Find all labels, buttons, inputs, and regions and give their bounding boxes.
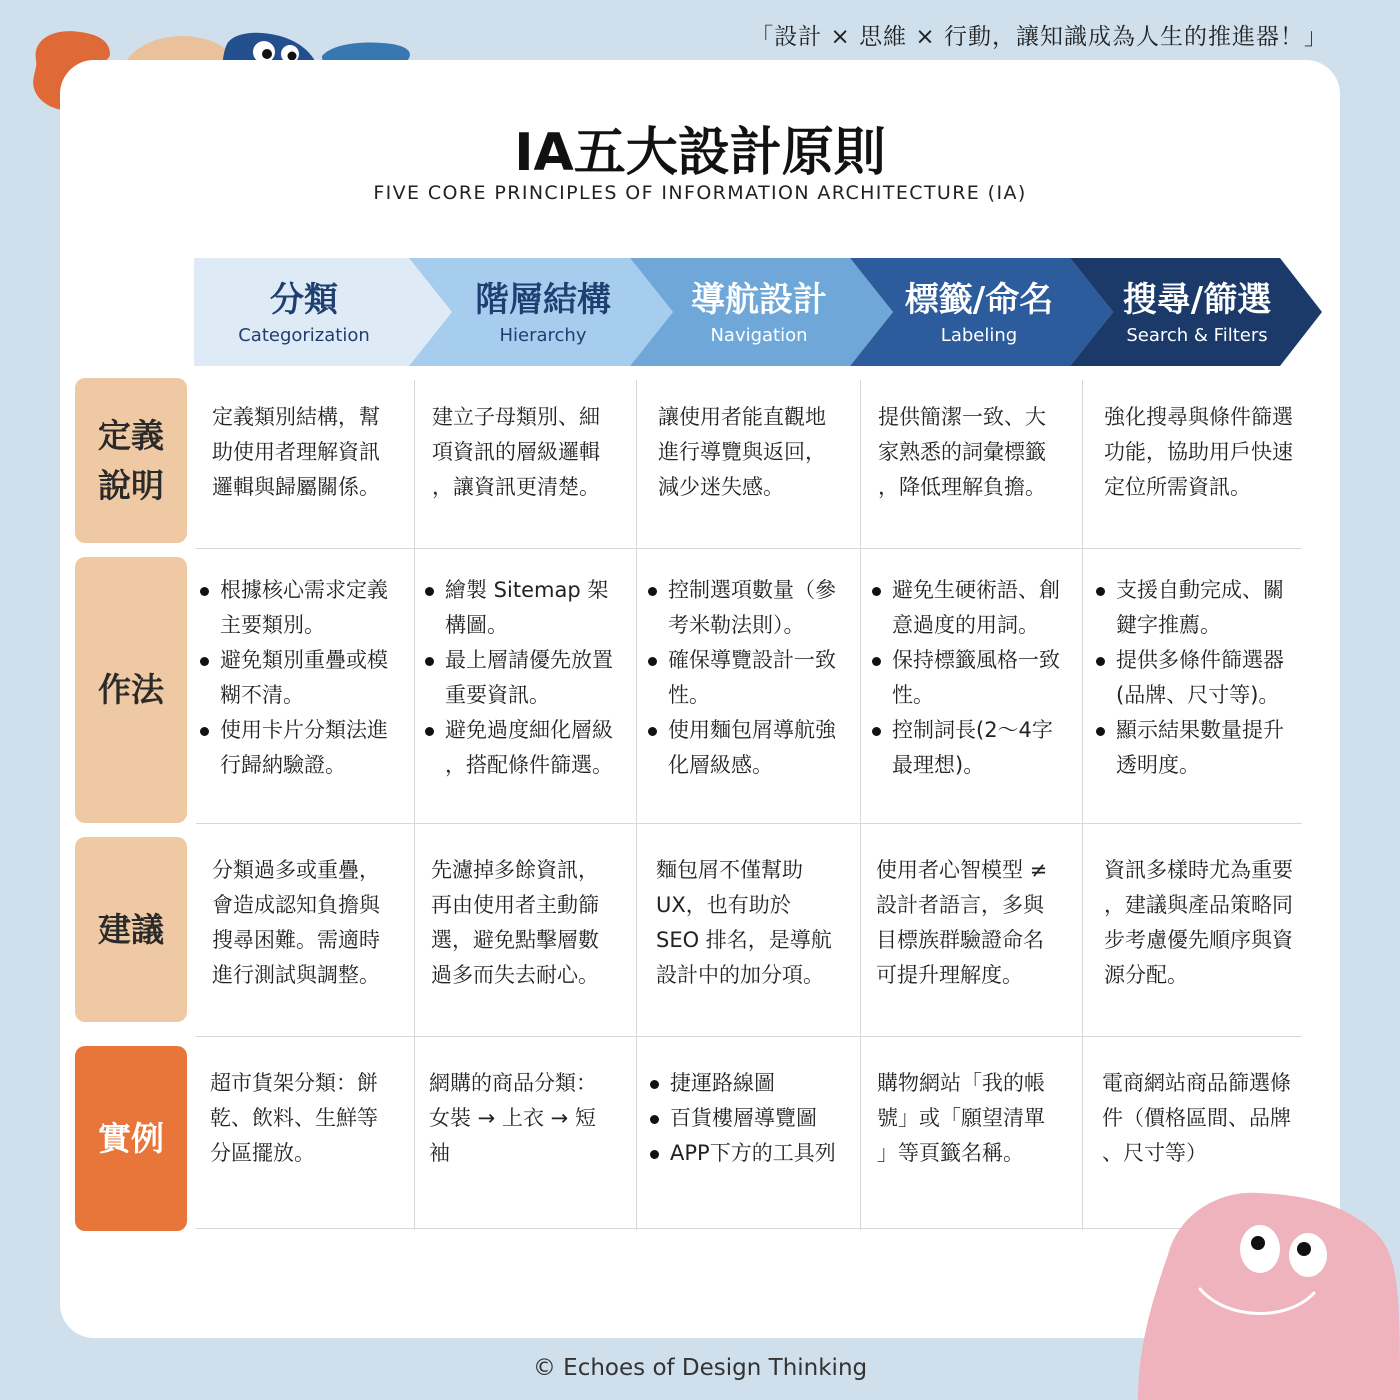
cell-definition-1: 建立子母類別、細 項資訊的層級邏輯 ，讓資訊更清楚。 <box>432 405 600 499</box>
list-item: 控制選項數量（參 考米勒法則）。 <box>646 573 856 643</box>
stage-subtitle: Search & Filters <box>1126 324 1268 346</box>
page-subtitle: FIVE CORE PRINCIPLES OF INFORMATION ARCHITECTURE (IA) <box>373 182 1027 204</box>
list-item: 避免過度細化層級 ，搭配條件篩選。 <box>423 713 631 783</box>
tagline: 「設計 × 思維 × 行動，讓知識成為人生的推進器！」 <box>750 24 1328 50</box>
stage-search-filters <box>1090 258 1304 366</box>
cell-example-3: 購物網站「我的帳 號」或「願望清單 」等頁籤名稱。 <box>877 1071 1045 1165</box>
row-divider <box>196 548 1302 549</box>
principle-stages <box>194 258 1334 368</box>
cell-approach-1 <box>423 573 631 783</box>
stage-subtitle: Labeling <box>940 324 1018 346</box>
bullet-list <box>648 1066 858 1171</box>
row-label-approach: 作法 <box>75 557 187 823</box>
cell-advice-3: 使用者心智模型 ≠ 設計者語言，多與 目標族群驗證命名 可提升理解度。 <box>876 858 1048 987</box>
cell-definition-3: 提供簡潔一致、大 家熟悉的詞彙標籤 ，降低理解負擔。 <box>878 405 1046 499</box>
stage-subtitle: Categorization <box>238 324 370 346</box>
stage-labeling <box>870 258 1088 366</box>
list-item: 保持標籤風格一致 性。 <box>870 643 1078 713</box>
bullet-list <box>423 573 631 783</box>
list-item: 支援自動完成、關 鍵字推薦。 <box>1094 573 1310 643</box>
list-item: APP下方的工具列 <box>648 1136 858 1171</box>
cell-definition-4: 強化搜尋與條件篩選 功能，協助用戶快速 定位所需資訊。 <box>1104 405 1293 499</box>
stage-title: 搜尋/篩選 <box>1122 279 1272 320</box>
stage-title: 標籤/命名 <box>904 279 1054 320</box>
list-item: 捷運路線圖 <box>648 1066 858 1101</box>
stage-subtitle: Hierarchy <box>499 324 587 346</box>
cell-approach-3 <box>870 573 1078 783</box>
stage-title: 階層結構 <box>475 279 611 320</box>
row-label-advice: 建議 <box>75 837 187 1022</box>
cell-approach-2 <box>646 573 856 783</box>
list-item: 根據核心需求定義 主要類別。 <box>198 573 404 643</box>
cell-definition-2: 讓使用者能直觀地 進行導覽與返回， 減少迷失感。 <box>658 405 826 499</box>
cell-example-0: 超市貨架分類：餅 乾、飲料、生鮮等 分區擺放。 <box>210 1071 378 1165</box>
list-item: 避免類別重疊或模 糊不清。 <box>198 643 404 713</box>
row-label-example: 實例 <box>75 1046 187 1231</box>
page-title: IA五大設計原則 <box>514 123 886 183</box>
list-item: 使用卡片分類法進 行歸納驗證。 <box>198 713 404 783</box>
cell-advice-4: 資訊多樣時尤為重要 ，建議與產品策略同 步考慮優先順序與資 源分配。 <box>1104 858 1293 987</box>
list-item: 使用麵包屑導航強 化層級感。 <box>646 713 856 783</box>
list-item: 百貨樓層導覽圖 <box>648 1101 858 1136</box>
bullet-list <box>646 573 856 783</box>
row-divider <box>196 1228 1302 1229</box>
cell-approach-4 <box>1094 573 1310 783</box>
cell-approach-0 <box>198 573 404 783</box>
cell-example-4: 電商網站商品篩選條 件（價格區間、品牌 、尺寸等） <box>1102 1071 1291 1165</box>
row-divider <box>196 1036 1302 1037</box>
list-item: 避免生硬術語、創 意過度的用詞。 <box>870 573 1078 643</box>
stage-title: 導航設計 <box>691 279 827 320</box>
stage-navigation <box>650 258 868 366</box>
bullet-list <box>198 573 404 783</box>
stage-categorization <box>194 258 414 366</box>
cell-example-2 <box>648 1066 858 1171</box>
stage-subtitle: Navigation <box>710 324 808 346</box>
row-divider <box>196 823 1302 824</box>
copyright-footer: © Echoes of Design Thinking <box>532 1355 868 1381</box>
pink-blob-mascot-icon <box>1138 1185 1400 1400</box>
stage-hierarchy <box>434 258 652 366</box>
cell-advice-0: 分類過多或重疊， 會造成認知負擔與 搜尋困難。需適時 進行測試與調整。 <box>212 858 380 987</box>
list-item: 繪製 Sitemap 架 構圖。 <box>423 573 631 643</box>
row-label-definition: 定義 說明 <box>75 378 187 543</box>
bullet-list <box>870 573 1078 783</box>
stage-title: 分類 <box>270 279 338 320</box>
list-item: 提供多條件篩選器 (品牌、尺寸等)。 <box>1094 643 1310 713</box>
list-item: 確保導覽設計一致 性。 <box>646 643 856 713</box>
column-divider <box>860 380 861 1230</box>
cell-example-1: 網購的商品分類： 女裝 → 上衣 → 短 袖 <box>429 1071 597 1165</box>
cell-advice-1: 先濾掉多餘資訊， 再由使用者主動篩 選，避免點擊層數 過多而失去耐心。 <box>431 858 599 987</box>
cell-definition-0: 定義類別結構，幫 助使用者理解資訊 邏輯與歸屬關係。 <box>212 405 380 499</box>
bullet-list <box>1094 573 1310 783</box>
cell-advice-2: 麵包屑不僅幫助 UX，也有助於 SEO 排名，是導航 設計中的加分項。 <box>656 858 832 987</box>
list-item: 控制詞長(2～4字 最理想)。 <box>870 713 1078 783</box>
list-item: 最上層請優先放置 重要資訊。 <box>423 643 631 713</box>
list-item: 顯示結果數量提升 透明度。 <box>1094 713 1310 783</box>
